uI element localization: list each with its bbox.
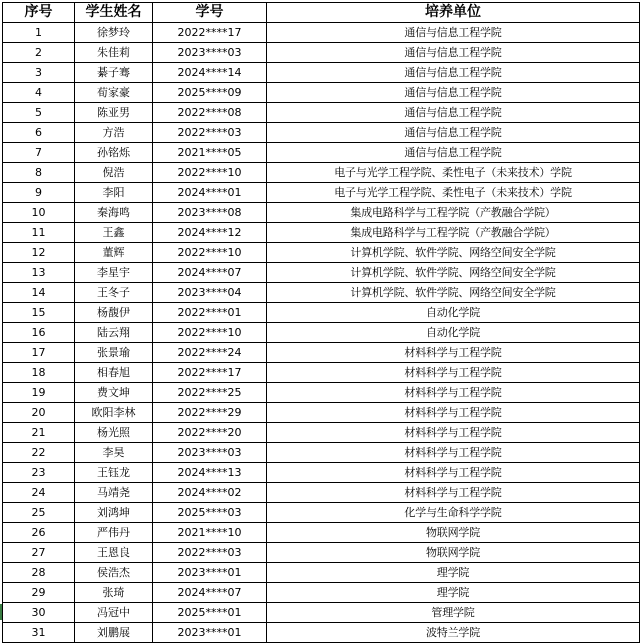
cell-student-name[interactable]: 李阳	[75, 183, 153, 203]
cell-student-name[interactable]: 张琦	[75, 583, 153, 603]
cell-training-unit[interactable]: 集成电路科学与工程学院（产教融合学院）	[267, 203, 640, 223]
cell-training-unit[interactable]: 材料科学与工程学院	[267, 383, 640, 403]
cell-student-name[interactable]: 马靖尧	[75, 483, 153, 503]
table-row	[3, 603, 640, 623]
cell-index[interactable]: 9	[3, 183, 75, 203]
cell-training-unit[interactable]: 材料科学与工程学院	[267, 363, 640, 383]
table-row	[3, 163, 640, 183]
cell-training-unit[interactable]: 通信与信息工程学院	[267, 123, 640, 143]
cell-index[interactable]: 1	[3, 23, 75, 43]
table-row	[3, 523, 640, 543]
cell-student-name[interactable]: 王恩良	[75, 543, 153, 563]
cell-student-id[interactable]: 2024****02	[153, 483, 267, 503]
header-student-id[interactable]: 学号	[153, 3, 267, 23]
table-row	[3, 583, 640, 603]
cell-training-unit[interactable]: 管理学院	[267, 603, 640, 623]
cell-training-unit[interactable]: 电子与光学工程学院、柔性电子（未来技术）学院	[267, 163, 640, 183]
cell-student-id[interactable]: 2023****03	[153, 43, 267, 63]
cell-student-id[interactable]: 2022****24	[153, 343, 267, 363]
table-row	[3, 203, 640, 223]
cell-training-unit[interactable]: 自动化学院	[267, 323, 640, 343]
cell-index[interactable]: 4	[3, 83, 75, 103]
table-body	[3, 23, 640, 643]
cell-training-unit[interactable]: 材料科学与工程学院	[267, 403, 640, 423]
cell-student-name[interactable]: 徐梦玲	[75, 23, 153, 43]
header-index[interactable]: 序号	[3, 3, 75, 23]
cell-student-name[interactable]: 倪浩	[75, 163, 153, 183]
cell-index[interactable]: 16	[3, 323, 75, 343]
cell-student-name[interactable]: 刘鹏展	[75, 623, 153, 643]
cell-student-id[interactable]: 2024****07	[153, 583, 267, 603]
cell-student-id[interactable]: 2022****10	[153, 163, 267, 183]
cell-training-unit[interactable]: 物联网学院	[267, 543, 640, 563]
cell-training-unit[interactable]: 计算机学院、软件学院、网络空间安全学院	[267, 283, 640, 303]
cell-student-name[interactable]: 张景瑜	[75, 343, 153, 363]
header-training-unit[interactable]: 培养单位	[267, 3, 640, 23]
cell-index[interactable]: 3	[3, 63, 75, 83]
cell-student-name[interactable]: 陆云翔	[75, 323, 153, 343]
table-row	[3, 303, 640, 323]
cell-student-name[interactable]: 欧阳李林	[75, 403, 153, 423]
table-row	[3, 443, 640, 463]
cell-student-id[interactable]: 2023****08	[153, 203, 267, 223]
cell-training-unit[interactable]: 理学院	[267, 563, 640, 583]
table-row	[3, 183, 640, 203]
table-row	[3, 43, 640, 63]
table-row	[3, 63, 640, 83]
cell-training-unit[interactable]: 理学院	[267, 583, 640, 603]
table-row	[3, 623, 640, 643]
cell-index[interactable]: 11	[3, 223, 75, 243]
table-row	[3, 103, 640, 123]
table-row	[3, 563, 640, 583]
cell-student-id[interactable]: 2022****10	[153, 323, 267, 343]
cell-student-name[interactable]: 刘鸿坤	[75, 503, 153, 523]
cell-index[interactable]: 2	[3, 43, 75, 63]
cell-student-id[interactable]: 2022****20	[153, 423, 267, 443]
cell-training-unit[interactable]: 材料科学与工程学院	[267, 483, 640, 503]
cell-training-unit[interactable]: 通信与信息工程学院	[267, 43, 640, 63]
cell-student-name[interactable]: 董辉	[75, 243, 153, 263]
cell-index[interactable]: 10	[3, 203, 75, 223]
cell-index[interactable]: 13	[3, 263, 75, 283]
table-row	[3, 363, 640, 383]
cell-student-name[interactable]: 綦子骞	[75, 63, 153, 83]
cell-training-unit[interactable]: 通信与信息工程学院	[267, 143, 640, 163]
table-row	[3, 243, 640, 263]
cell-training-unit[interactable]: 材料科学与工程学院	[267, 343, 640, 363]
cell-student-name[interactable]: 杨光照	[75, 423, 153, 443]
cell-student-id[interactable]: 2024****13	[153, 463, 267, 483]
cell-training-unit[interactable]: 计算机学院、软件学院、网络空间安全学院	[267, 263, 640, 283]
table-row	[3, 323, 640, 343]
cell-student-name[interactable]: 王鑫	[75, 223, 153, 243]
cell-student-name[interactable]: 陈亚男	[75, 103, 153, 123]
cell-student-id[interactable]: 2022****10	[153, 243, 267, 263]
cell-training-unit[interactable]: 材料科学与工程学院	[267, 463, 640, 483]
cell-index[interactable]: 8	[3, 163, 75, 183]
cell-student-name[interactable]: 冯冠中	[75, 603, 153, 623]
cell-training-unit[interactable]: 通信与信息工程学院	[267, 63, 640, 83]
cell-student-id[interactable]: 2024****01	[153, 183, 267, 203]
cell-training-unit[interactable]: 材料科学与工程学院	[267, 443, 640, 463]
cell-student-id[interactable]: 2022****17	[153, 363, 267, 383]
cell-index[interactable]: 24	[3, 483, 75, 503]
cell-student-id[interactable]: 2021****05	[153, 143, 267, 163]
table-row	[3, 423, 640, 443]
cell-student-name[interactable]: 荀家豪	[75, 83, 153, 103]
cell-training-unit[interactable]: 材料科学与工程学院	[267, 423, 640, 443]
cell-student-id[interactable]: 2023****03	[153, 443, 267, 463]
cell-index[interactable]: 5	[3, 103, 75, 123]
table-row	[3, 543, 640, 563]
cell-student-id[interactable]: 2024****14	[153, 63, 267, 83]
cell-index[interactable]: 23	[3, 463, 75, 483]
cell-index[interactable]: 22	[3, 443, 75, 463]
cell-index[interactable]: 15	[3, 303, 75, 323]
cell-student-name[interactable]: 相春旭	[75, 363, 153, 383]
cell-index[interactable]: 26	[3, 523, 75, 543]
cell-student-id[interactable]: 2023****01	[153, 563, 267, 583]
spreadsheet	[2, 2, 640, 643]
cell-training-unit[interactable]: 集成电路科学与工程学院（产教融合学院）	[267, 223, 640, 243]
cell-student-id[interactable]: 2023****01	[153, 623, 267, 643]
cell-student-name[interactable]: 方浩	[75, 123, 153, 143]
cell-student-id[interactable]: 2023****04	[153, 283, 267, 303]
table-row	[3, 83, 640, 103]
table-row	[3, 383, 640, 403]
cell-training-unit[interactable]: 波特兰学院	[267, 623, 640, 643]
cell-student-id[interactable]: 2024****07	[153, 263, 267, 283]
table-row	[3, 343, 640, 363]
cell-index[interactable]: 30	[3, 603, 75, 623]
cell-index[interactable]: 7	[3, 143, 75, 163]
cell-student-id[interactable]: 2021****10	[153, 523, 267, 543]
cell-student-id[interactable]: 2025****09	[153, 83, 267, 103]
cell-student-name[interactable]: 朱佳莉	[75, 43, 153, 63]
cell-student-name[interactable]: 严伟丹	[75, 523, 153, 543]
cell-student-id[interactable]: 2022****08	[153, 103, 267, 123]
cell-index[interactable]: 29	[3, 583, 75, 603]
cell-student-name[interactable]: 秦海鸣	[75, 203, 153, 223]
cell-student-id[interactable]: 2024****12	[153, 223, 267, 243]
cell-student-name[interactable]: 侯浩杰	[75, 563, 153, 583]
cell-student-id[interactable]: 2022****29	[153, 403, 267, 423]
cell-training-unit[interactable]: 电子与光学工程学院、柔性电子（未来技术）学院	[267, 183, 640, 203]
cell-student-name[interactable]: 杨馥伊	[75, 303, 153, 323]
table-header	[3, 3, 640, 23]
table-row	[3, 123, 640, 143]
cell-index[interactable]: 14	[3, 283, 75, 303]
cell-student-name[interactable]: 王冬子	[75, 283, 153, 303]
table-row	[3, 403, 640, 423]
cell-index[interactable]: 20	[3, 403, 75, 423]
cell-index[interactable]: 19	[3, 383, 75, 403]
cell-student-id[interactable]: 2025****01	[153, 603, 267, 623]
cell-index[interactable]: 27	[3, 543, 75, 563]
table-row	[3, 283, 640, 303]
cell-training-unit[interactable]: 通信与信息工程学院	[267, 83, 640, 103]
cell-index[interactable]: 12	[3, 243, 75, 263]
cell-training-unit[interactable]: 通信与信息工程学院	[267, 103, 640, 123]
cell-index[interactable]: 25	[3, 503, 75, 523]
table-row	[3, 223, 640, 243]
cell-student-name[interactable]: 王钰龙	[75, 463, 153, 483]
cell-student-id[interactable]: 2022****17	[153, 23, 267, 43]
cell-training-unit[interactable]: 物联网学院	[267, 523, 640, 543]
cell-index[interactable]: 6	[3, 123, 75, 143]
cell-student-id[interactable]: 2022****03	[153, 543, 267, 563]
table-row	[3, 263, 640, 283]
cell-student-id[interactable]: 2025****03	[153, 503, 267, 523]
cell-student-name[interactable]: 李星宇	[75, 263, 153, 283]
cell-student-name[interactable]: 孙铭烁	[75, 143, 153, 163]
cell-student-id[interactable]: 2022****01	[153, 303, 267, 323]
cell-student-name[interactable]: 李昊	[75, 443, 153, 463]
table-row	[3, 143, 640, 163]
cell-training-unit[interactable]: 计算机学院、软件学院、网络空间安全学院	[267, 243, 640, 263]
cell-index[interactable]: 18	[3, 363, 75, 383]
table-row	[3, 463, 640, 483]
table-row	[3, 503, 640, 523]
table-row	[3, 483, 640, 503]
header-row	[3, 3, 640, 23]
cell-index[interactable]: 21	[3, 423, 75, 443]
cell-index[interactable]: 31	[3, 623, 75, 643]
cell-student-id[interactable]: 2022****03	[153, 123, 267, 143]
student-table	[2, 2, 640, 643]
cell-student-name[interactable]: 费文坤	[75, 383, 153, 403]
table-row	[3, 23, 640, 43]
cell-training-unit[interactable]: 化学与生命科学学院	[267, 503, 640, 523]
cell-student-id[interactable]: 2022****25	[153, 383, 267, 403]
cell-training-unit[interactable]: 通信与信息工程学院	[267, 23, 640, 43]
cell-index[interactable]: 28	[3, 563, 75, 583]
cell-training-unit[interactable]: 自动化学院	[267, 303, 640, 323]
cell-index[interactable]: 17	[3, 343, 75, 363]
header-student-name[interactable]: 学生姓名	[75, 3, 153, 23]
